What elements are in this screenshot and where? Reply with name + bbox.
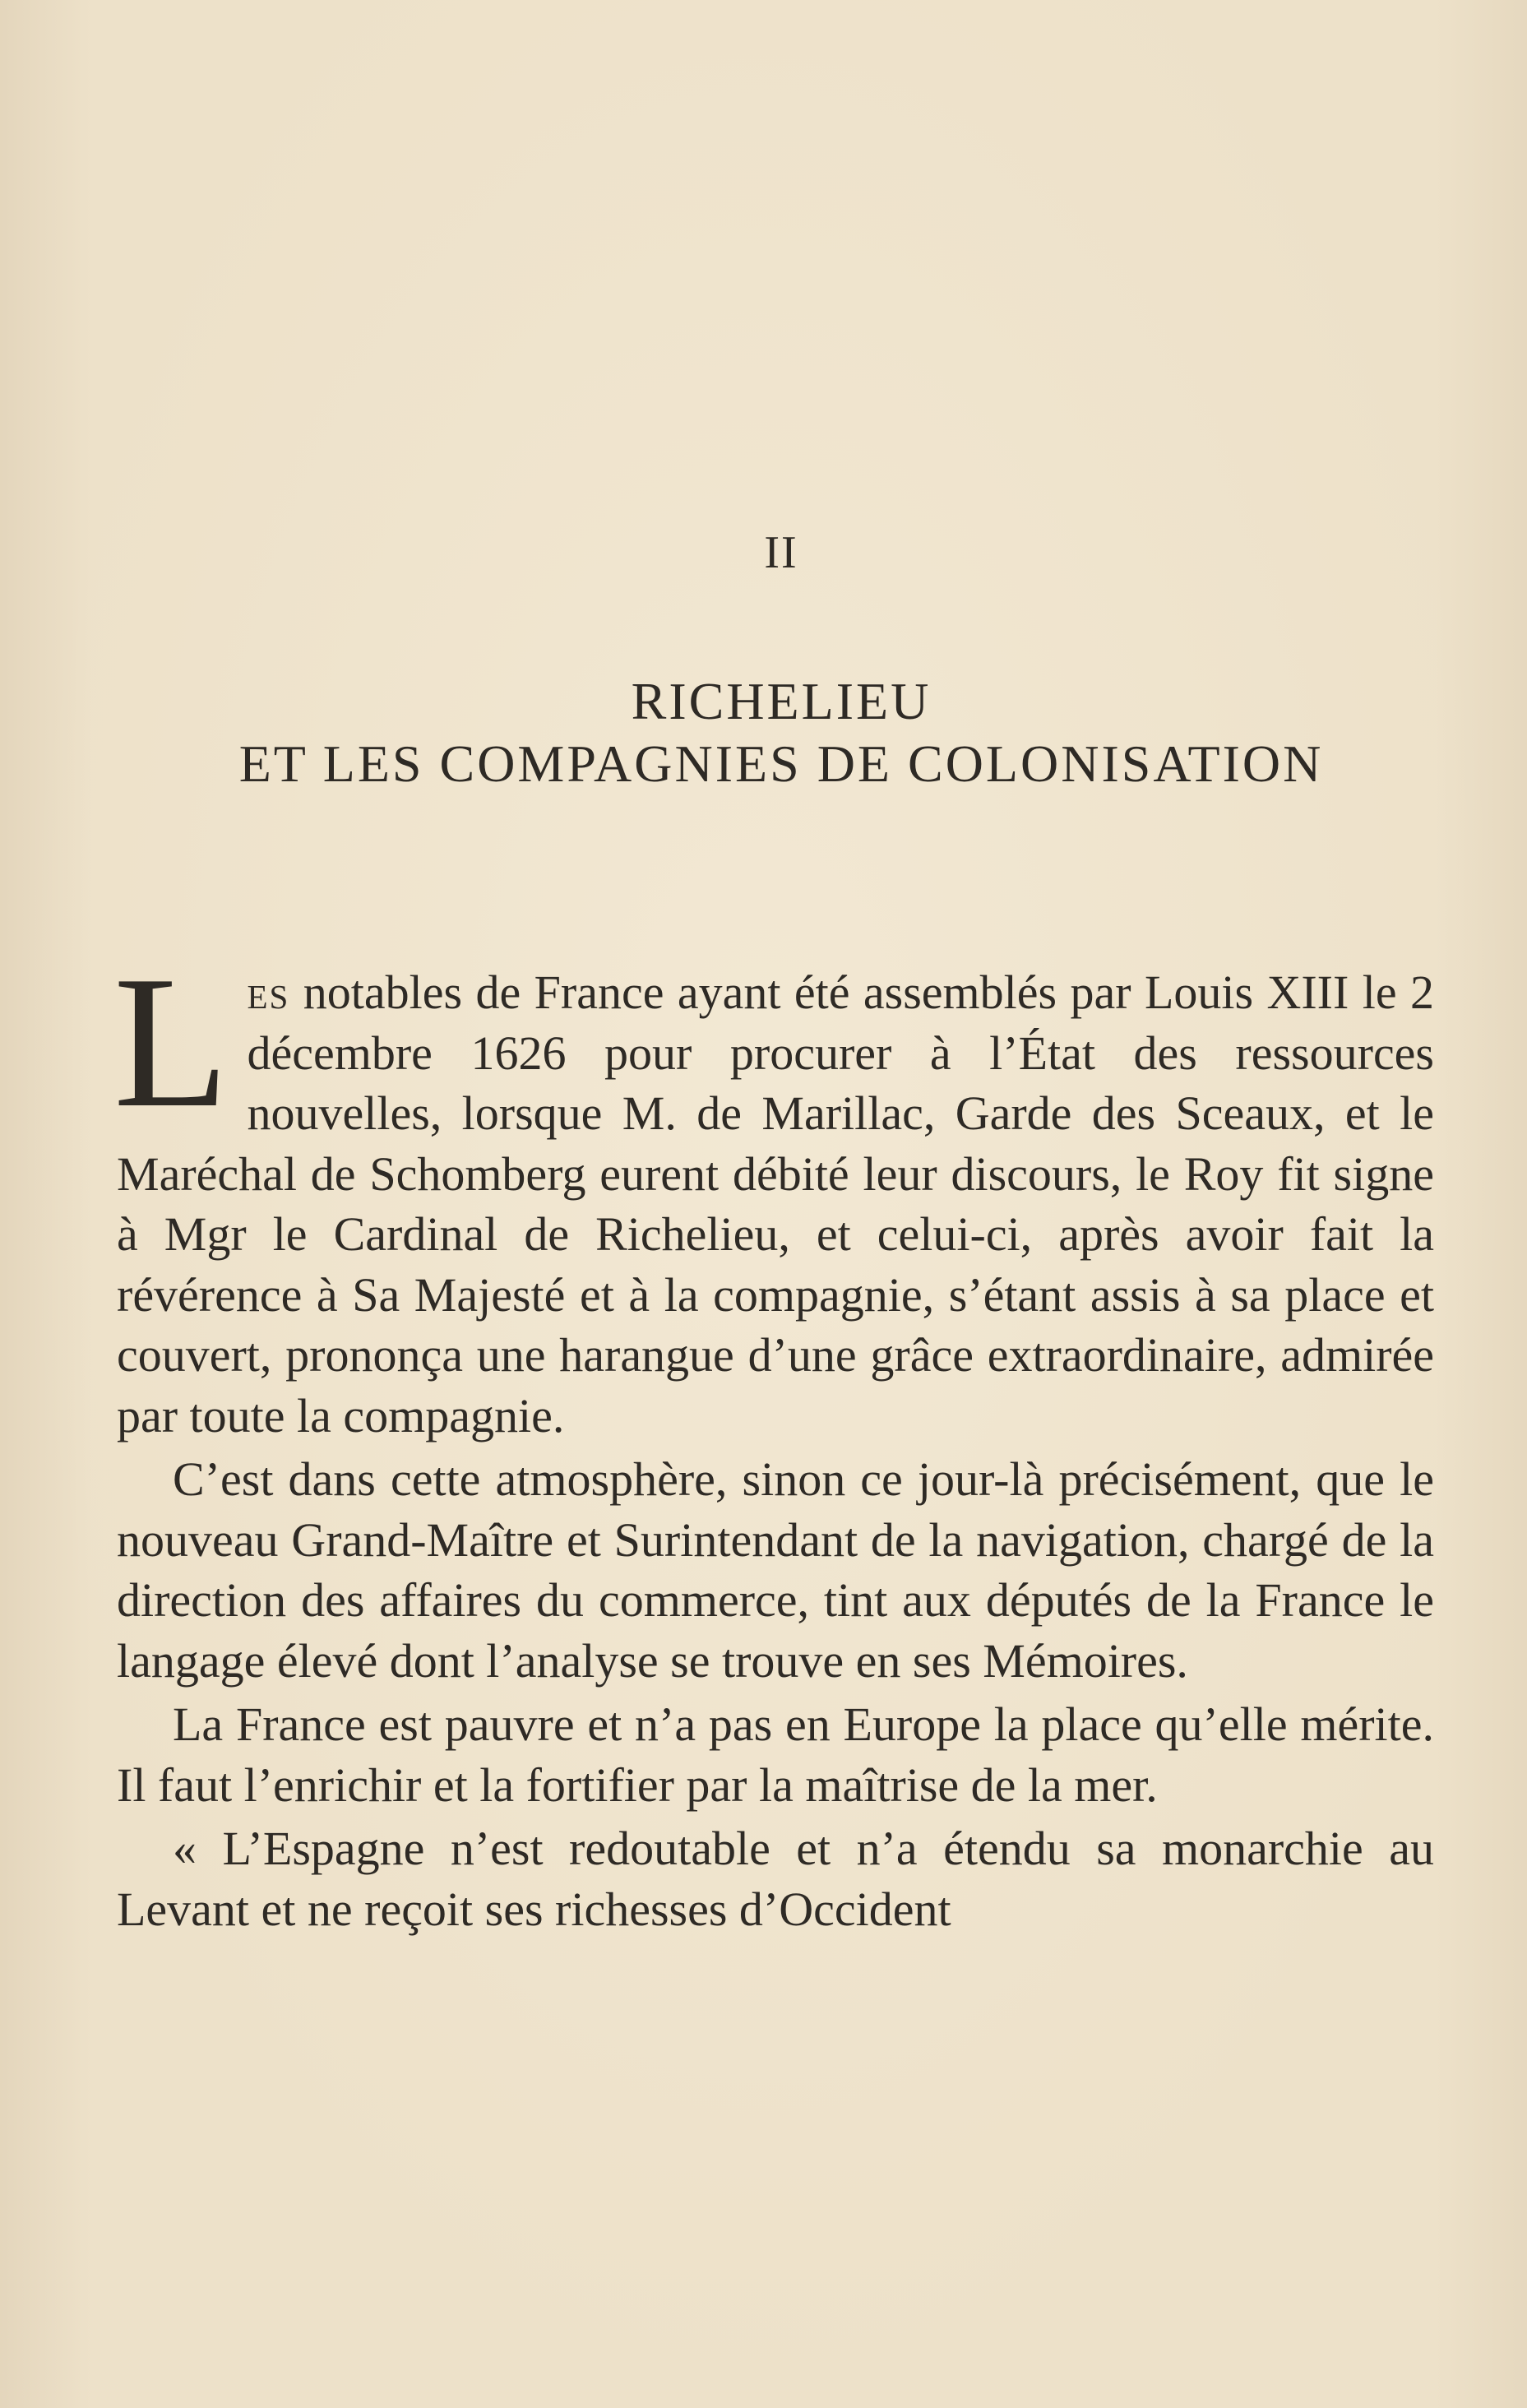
chapter-title <box>115 670 1447 795</box>
body-text <box>113 937 1434 1943</box>
paragraph-1-text: notables de France ayant été assemblés par Louis XIII le 2 décembre 1626 pour procurer à l’État des ressources nouvelles, lorsque M. de Marillac, Garde des Sceaux, et le Maréchal de Schomberg eurent débité leur discours, le Roy fit signe à Mgr le Cardinal de Richelieu, et celui-ci, après avoir fait la révérence à Sa Majesté et à la compagnie, s’étant assis à sa place et couvert, prononça une harangue d’une grâce extraordinaire, admirée par toute la compagnie. <box>117 966 1434 1442</box>
paragraph-4: « L’Espagne n’est redoutable et n’a étendu sa monarchie au Levant et ne reçoit ses richesses d’Occident <box>117 1822 1434 1936</box>
chapter-title-line-2: ET LES COMPAGNIES DE COLONISATION <box>238 734 1324 793</box>
paragraph-1-smallcaps: es <box>247 966 290 1019</box>
paragraph-3: La France est pauvre et n’a pas en Europe la place qu’elle mérite. Il faut l’enrichir et la fortifier par la maîtrise de la mer. <box>117 1697 1434 1812</box>
chapter-title-line-1: RICHELIEU <box>631 672 932 730</box>
paragraph-1 <box>113 937 1434 1446</box>
chapter-number: II <box>764 527 798 578</box>
drop-cap: L <box>113 937 229 1146</box>
paragraph-2: C’est dans cette atmosphère, sinon ce jour-là précisément, que le nouveau Grand-Maître et Surintendant de la navigation, chargé de la direction des affaires du commerce, tint aux députés de la France le langage élevé dont l’analyse se trouve en ses Mémoires. <box>117 1452 1434 1688</box>
